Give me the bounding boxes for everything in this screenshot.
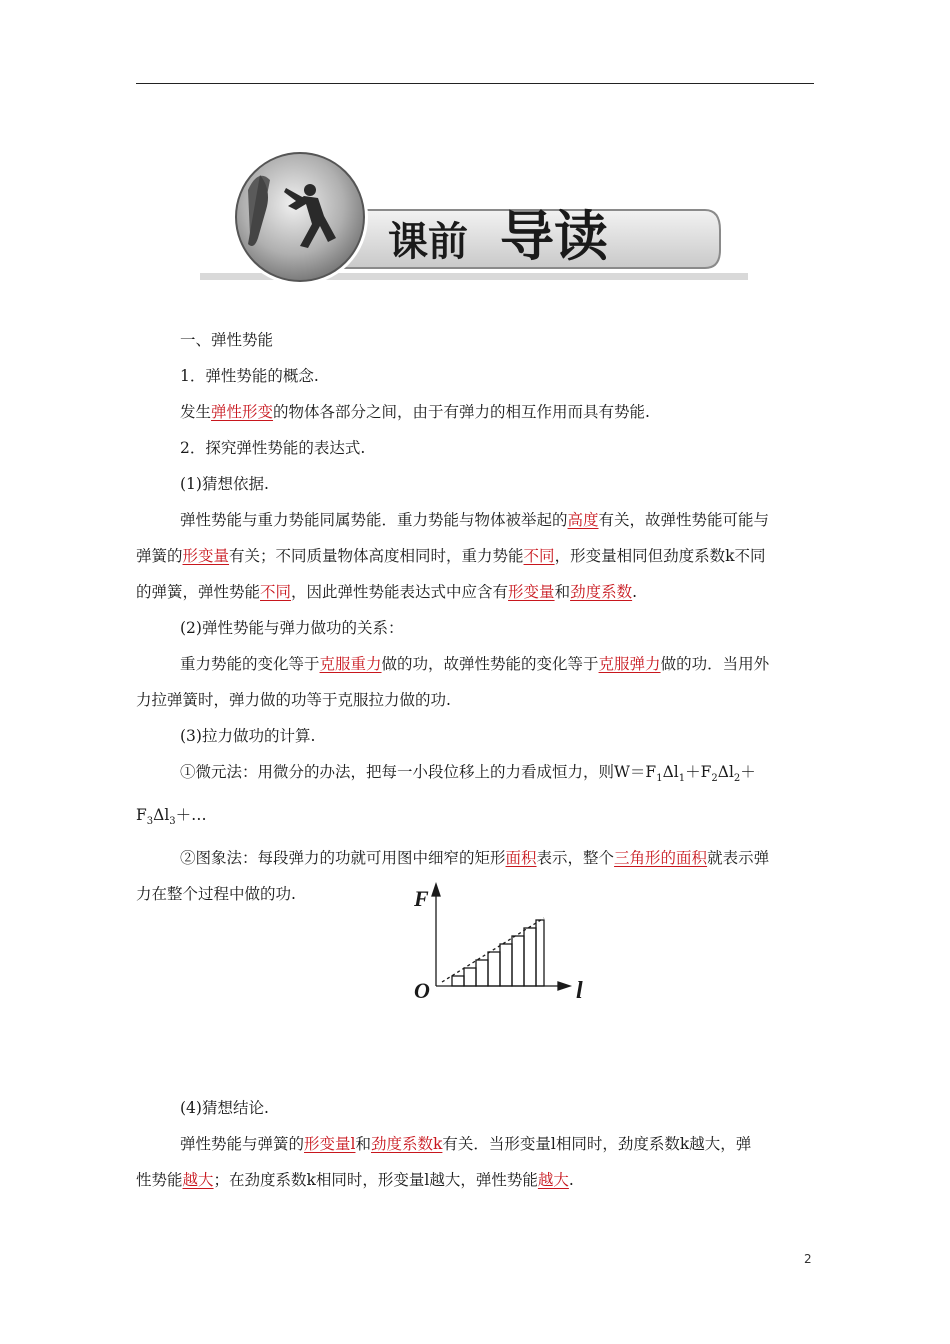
item1-text: 发生弹性形变的物体各部分之间，由于有弹力的相互作用而具有势能. (180, 403, 650, 421)
lesson-content (136, 322, 814, 1198)
answer-blank: 克服弹力 (598, 655, 661, 673)
answer-blank: 不同 (523, 547, 555, 565)
section-heading: 一、弹性势能 (180, 331, 274, 349)
y-axis-arrow (432, 884, 440, 896)
guess-basis-line1: 弹性势能与重力势能同属势能．重力势能与物体被举起的高度有关，故弹性势能可能与 (180, 511, 770, 529)
guess-basis-title: (1)猜想依据. (180, 475, 269, 493)
work-calc-title: (3)拉力做功的计算. (180, 727, 316, 745)
answer-blank: 形变量 (182, 547, 230, 565)
force-displacement-figure (408, 878, 598, 1008)
guess-basis-line3: 的弹簧，弹性势能不同，因此弹性势能表达式中应含有形变量和劲度系数. (136, 583, 638, 601)
conclusion-line2: 性势能越大；在劲度系数k相同时，形变量l越大，弹性势能越大. (136, 1171, 574, 1190)
x-axis-arrow (558, 982, 570, 990)
graph-method-line2: 力在整个过程中做的功. (136, 885, 296, 904)
answer-blank: 形变量 (508, 583, 555, 601)
answer-blank: 劲度系数k (371, 1135, 443, 1154)
page-number: 2 (804, 1252, 812, 1266)
x-axis-label: l (576, 978, 583, 1004)
conclusion-line1: 弹性势能与弹簧的形变量l和劲度系数k有关．当形变量l相同时，劲度系数k越大，弹 (180, 1135, 752, 1154)
answer-blank: 不同 (260, 583, 292, 601)
micro-method-line2: $F_3\Delta l_3+\dots$ (136, 806, 207, 828)
answer-blank: 形变量l (304, 1135, 356, 1154)
banner-title-part2: 导读 (500, 207, 608, 267)
relation-title: (2)弹性势能与弹力做功的关系： (180, 619, 404, 637)
section-banner (200, 150, 755, 285)
relation-line2: 力拉弹簧时，弹力做的功等于克服拉力做的功. (136, 691, 451, 709)
answer-blank: 越大 (537, 1171, 569, 1190)
item2-title: 2．探究弹性势能的表达式. (180, 439, 366, 457)
answer-blank: 劲度系数 (570, 583, 633, 601)
answer-blank: 三角形的面积 (614, 849, 708, 868)
header-rule (136, 83, 814, 84)
answer-blank: 克服重力 (319, 655, 382, 673)
relation-line1: 重力势能的变化等于克服重力做的功，故弹性势能的变化等于克服弹力做的功．当用外 (180, 655, 770, 673)
micro-method-line1: ①微元法：用微分的办法，把每一小段位移上的力看成恒力，则$W=F_1\Delta l_1+F_2\Delta l_2+$ (180, 763, 756, 785)
item1-title: 1．弹性势能的概念. (180, 367, 319, 385)
narrow-rectangles (452, 920, 544, 986)
banner-title-part1: 课前 (388, 219, 468, 264)
conclusion-title: (4)猜想结论. (180, 1099, 269, 1118)
answer-blank: 越大 (182, 1171, 214, 1190)
answer-blank: 弹性形变 (211, 403, 274, 421)
answer-blank: 高度 (567, 511, 599, 529)
origin-label: O (414, 978, 430, 1003)
guess-basis-line2: 弹簧的形变量有关；不同质量物体高度相同时，重力势能不同，形变量相同但劲度系数k不同 (136, 547, 766, 565)
answer-blank: 面积 (505, 849, 537, 868)
y-axis-label: F (414, 886, 429, 911)
graph-method-line1: ②图象法：每段弹力的功就可用图中细窄的矩形面积表示，整个三角形的面积就表示弹 (180, 849, 770, 868)
